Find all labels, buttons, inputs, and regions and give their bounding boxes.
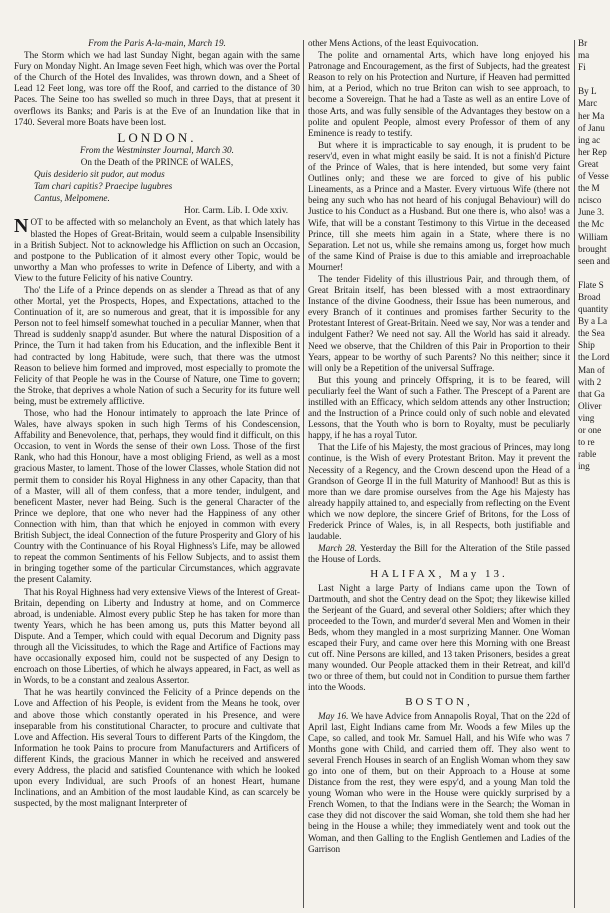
right-edge-line: Oliver	[578, 400, 602, 411]
middle-column	[308, 38, 570, 856]
right-edge-line: Flate S	[578, 279, 604, 290]
right-edge-line: ncisco	[578, 195, 602, 206]
boston-dateline: May 16.	[318, 710, 349, 721]
drop-cap: N	[14, 215, 29, 238]
halifax-article: Last Night a large Party of Indians came upon the Town of Dartmouth, and shot the Centry dead on the Spot; they likewise killed the Serjeant of the Guard, and several other Soldiers; after which they proceeded to the Town, and murder'd several Men and Women in their Beds, whom they mangled in a most surprizing Manner. One Woman escaped their Fury, and came over here this Morning with one Breast cut off. Nine Persons are killed, and 13 taken Prisoners, besides a great many wounded. Our People attacked them in their Retreat, and kill'd two or three of them, but could not in Condition to pursue them farther into the Woods.	[308, 582, 570, 693]
right-edge-line: to re	[578, 437, 595, 448]
right-edge-line: seen and	[578, 255, 610, 266]
stile-bill-text: Yesterday the Bill for the Alteration of the Stile passed the House of Lords.	[308, 543, 570, 565]
right-edge-line: Great	[578, 158, 599, 169]
elegy-paragraph: That his Royal Highness had very extensive Views of the Interest of Great-Britain, depending on Liberty and Industry at home, and on Commerce abroad, is undeniable. Almost every public Step he has taken for more than twenty Years, which he has been among us, puts this Matter beyond all Dispute. And a Temper, which could with equal Decorum and Dignity pass through all the Vicissitudes, to which the Rage and Artifice of Factions may have occasionally exposed him, could not be suspected of any Design to encroach on those Liberties, of which he always appeared, in Fact, as well as in Words, to be a constant and zealous Assertor.	[14, 586, 300, 686]
right-edge-line: ing	[578, 461, 590, 472]
elegy-paragraph-text: OT to be affected with so melancholy an Event, as that which lately has blasted the Hopes of Great-Britain, would seem a culpable Insensibility in a British Subject. Not to acknowledge his Affliction on such an Occasion, and postpone to the Publication of it almost every other Topic, would be unworthy a Man who professes to write in Defence of Liberty, and with a View to the future Felicity of his native Country.	[14, 217, 300, 283]
boston-article-text: We have Advice from Annapolis Royal, That on the 22d of April last, Eight Indians came from Mr. Woods a few Miles up the Cape, so called, and took Mr. Samuel Hall, and his Wife who was 7 Months gone with Child, and carried them off. They also went to several French Houses in search of an English Woman whom they saw go into one of them, but on their Approach to a House at some Distance from the rest, they were espy'd, and a young Man told the young Woman who were in the House were quickly surprised by a French Women, to that the Indians were in the Search; the Woman in case they did not discover the said Woman, she told them she had her being in the House a while; they immediately went and took out the Woman, and then Galling to the English Gentlemen and Ladies of the Garrison	[308, 710, 571, 854]
elegy-paragraph: The tender Fidelity of this illustrious Pair, and through them, of Great Britain itself, has been blessed with a most extraordinary Instance of the divine Goodness, their Issue has been numerous, and every Branch of it continues and promises farther Security to the Protestant Interest of Great-Britain. Need we say, Nor was a tender and indulgent Father? We need not say. All the World has said it already. Need we observe, that the Children of this Pair in Proportion to their Years, appear to be worthy of such Parents? No this neither; since it will only be a Repetition of the universal Suffrage.	[308, 273, 570, 373]
right-edge-line: with 2	[578, 376, 602, 387]
right-edge-line: Broad	[578, 291, 601, 302]
right-edge-line: quantity	[578, 304, 609, 315]
right-edge-line: her Rep	[578, 146, 607, 157]
right-edge-line: that Ga	[578, 388, 605, 399]
stile-bill-item	[308, 543, 570, 565]
right-edge-line: of Janu	[578, 122, 605, 133]
right-edge-line: By a La	[578, 316, 608, 327]
elegy-paragraph: The polite and ornamental Arts, which have long enjoyed his Patronage and Encouragement, as the first of Subjects, had the greatest Reason to rely on his Protection and Nurture, if Heaven had permitted him, at a Period, which no true Briton can wish to see approach, to become a Sovereign. That he had a Taste as well as an entire Love of those Arts, and was fully sensible of the Advantages they bestow on a polite and opulent People, almost every Professor of them of any Eminence is ready to testify.	[308, 50, 570, 138]
halifax-heading: HALIFAX, May 13.	[370, 568, 508, 581]
right-edge-line: the Mc	[578, 219, 604, 230]
right-edge-line	[578, 74, 600, 85]
right-edge-line: the Lord	[578, 352, 610, 363]
journal-line: From the Westminster Journal, March 30.	[80, 144, 234, 155]
column-rule	[303, 40, 304, 908]
right-edge-line: ving	[578, 412, 595, 423]
right-edge-line: ma	[578, 50, 590, 61]
right-edge-line: or one	[578, 425, 602, 435]
right-edge-line	[578, 485, 600, 496]
left-column	[14, 38, 300, 810]
horace-citation: Hor. Carm. Lib. I. Ode xxiv.	[183, 205, 288, 216]
elegy-paragraph: other Mens Actions, of the least Equivocation.	[308, 38, 479, 48]
right-edge-line: of Vesse	[578, 171, 609, 182]
right-edge-line: the Sea	[578, 328, 605, 339]
right-edge-line: brought	[578, 243, 607, 254]
right-edge-line: By L	[578, 86, 597, 97]
paris-dateline: From the Paris A-la-main, March 19.	[88, 38, 226, 48]
paris-article: The Storm which we had last Sunday Night, began again with the same Fury on Monday Night. An Image seven Feet high, which was over the Portal of the Church of the Hotel des Invalides, was thrown down, and a Sheet of Lead 12 Feet long, was tore off the Roof, and carried to the distance of 30 Paces. The Seine too has swelled so much in three Days, that at present it overflows its Banks; and Paris is at the Eve of an Inundation like that in 1740. Several more Boats have been lost.	[14, 50, 300, 127]
right-edge-line: Ship	[578, 340, 595, 351]
march-dateline: March 28.	[318, 543, 357, 554]
elegy-paragraph: But this young and princely Offspring, it is to be feared, will peculiarly feel the Want of such a Father. The Prescept of a Parent are instilled with an Efficacy, which seldom attends any other Instruction; and the Instruction of a Prince could only of such noble and elevated Lessons, that the Youth who is born to Royalty, must be peculiarly happy, if he has a royal Tutor.	[308, 374, 570, 441]
elegy-paragraph: That the Life of his Majesty, the most gracious of Princes, may long continue, is the Wish of every Protestant Briton. May it prevent the Necessity of a Regency, and the Crown descend upon the Head of a Grandson of George II in the full Maturity of Manhood! But as this is more than we dare promise ourselves from the Age his Majesty has already happily attained to, and especially from reflecting on the Event which we now deplore, the sincere Grief of Britons, for the Loss of Frederick Prince of Wales, is, in all Respects, both justifiable and laudable.	[308, 442, 570, 542]
elegy-paragraph: That he was heartily convinced the Felicity of a Prince depends on the Love and Affection of his People, is evident from the Means he took, over and above those which constantly operated in his Presence, and were inseparable from his constitutional Character, to procure and cultivate that Love and Affection. His several Tours to different Parts of the Kingdom, the Information he took Pains to procure from Manufacturers and Artificers of different Kinds, the gracious Manner in which he received and answered every Address, the placid and satisfied Countenance with which he looked upon every Individual, are such Proofs of an honest Heart, humane Inclinations, and an Ambition of the most laudable Kind, as can scarcely be suspected, by the most malignant Interpreter of	[14, 687, 300, 809]
subject-line: On the Death of the PRINCE of WALES,	[80, 156, 234, 167]
right-edge-line: Fi	[578, 62, 586, 73]
elegy-paragraph	[14, 217, 300, 284]
london-heading: LONDON.	[117, 129, 197, 145]
elegy-paragraph: Those, who had the Honour intimately to approach the late Prince of Wales, have always spoken in such high Terms of his Condescension, Affability and Benevolence, that, perhaps, they would find it difficult, on this Occasion, to vent in Words the sense of their own Loss. Those of the first Rank, who had this Honour, have a most obliging Friend, as well as a most gracious Master, to lament. Those of the lower Classes, whole Station did not permit them to consider his Royal Highness in any other Capacity, than that of a Master, will all of them confess, that a more tender, indulgent, and beneficent Master, never had Being. Such is the general Character of the Prince we deplore, that one who never had the Happiness of any other Connection with him, than that which he enjoyed in common with every British Subject, the ideal Connection of the future Prosperity and Glory of his Country with the Continuance of his Royal Highness's Life, may be allowed to repeat the common Sentiments of his Fellow Subjects, and to assist them in bringing together some of the particular Circumstances, which aggravate the present Calamity.	[14, 408, 300, 585]
column-rule	[574, 40, 575, 908]
right-edge-column	[578, 38, 610, 498]
elegy-paragraph: But where it is impracticable to say enough, it is prudent to be reserv'd, even in what might easily be said. It is not a finish'd Picture of the Prince of Wales, that is here intended, but some very faint Outlines only; and these we are forced to give of his public Lineaments, as a Prince and a Master. Every virtuous Wife (there not being any such who has not heard of his conjugal Behaviour) will do Justice to his Conduct as a Husband. But one there is, who also! was a Wife, that will be a constant Testimony to this Virtue in the deceased Prince, till she meets him again in a State, where there is no Separation. Let not us, while she remains among us, forget how much of the same Kind of Praise is due to this amiable and irreproachable Mourner!	[308, 139, 570, 272]
right-edge-line	[578, 473, 600, 484]
verse-line: Quis desiderio sit pudor, aut modus	[34, 169, 165, 180]
verse-line: Cantus, Melpomene.	[34, 193, 110, 204]
right-edge-line: the M	[578, 183, 600, 194]
right-edge-line: ing ac	[578, 134, 601, 145]
right-edge-line: William	[578, 231, 608, 242]
right-edge-line	[578, 268, 600, 279]
boston-article	[308, 711, 570, 855]
right-edge-line: June 3.	[578, 207, 605, 218]
right-edge-line: rable	[578, 449, 597, 460]
right-edge-line: Marc	[578, 98, 598, 109]
right-edge-line: Man of	[578, 364, 605, 375]
elegy-paragraph: Tho' the Life of a Prince depends on as slender a Thread as that of any other Mortal, yet the Prospects, Hopes, and Expectations, attached to the Continuation of it, are so numerous and great, that it is impossible for any Person not to feel himself somewhat touched in a peculiar Manner, when that Thread is suddenly snapp'd asunder. But where the natural Disposition of a Prince, the Turn it had taken from his Education, and the inflexible Bent it had contracted by long Habitude, were such, that there was the utmost Reason to believe him formed and improved, most especially to promote the Felicity of that People he was in the Course of Nature, one Time to govern; the Stroke, that deprives a whole Nation of such a Security for its future well being, must be extremely afflictive.	[14, 284, 300, 406]
right-edge-line: Br	[578, 38, 588, 48]
verse-line: Tam chari capitis? Praecipe lugubres	[34, 181, 173, 192]
right-edge-line: her Ma	[578, 110, 605, 121]
boston-heading: BOSTON,	[405, 696, 473, 709]
